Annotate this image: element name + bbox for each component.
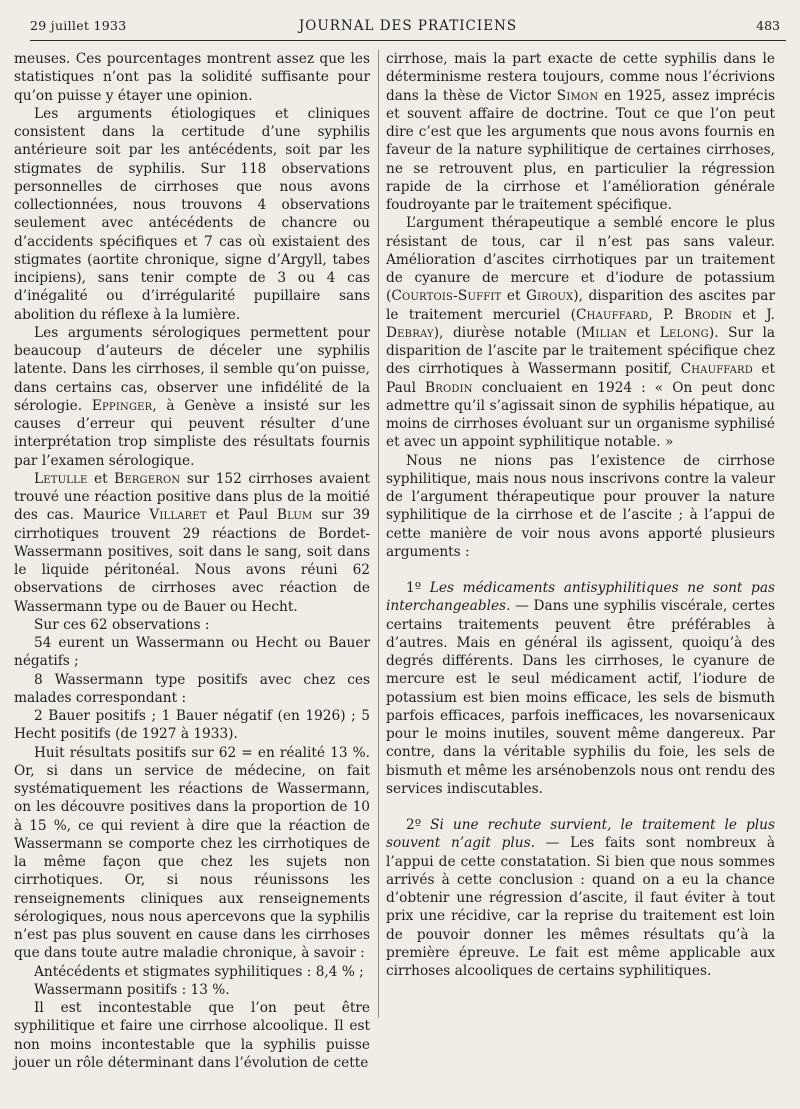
argument-heading: Si une rechute survient, le traitement le plus souvent n’agit plus. [386,817,775,852]
header-date: 29 juillet 1933 [30,18,127,33]
author-name: Milian [581,324,627,341]
author-name: Brodin [684,306,732,323]
paragraph: cirrhose, mais la part exacte de cette syphilis dans le déterminisme restera toujours, comme nous l’écrivions dans la thèse de Victor Simon en 1925, assez imprécis et souvent affaire de doctrine. Tout ce que l’on peut dire c’est que les arguments que nous avons fournis en faveur de la nature syphilitique de certaines cirrhoses, ne se retrouvent plus, en particulier la régression rapide de la cirrhose et l’amélioration générale foudroyante par le traitement spécifique. [386,51,775,213]
paragraph: Letulle et Bergeron sur 152 cirrhoses avaient trouvé une réaction positive dans plus de la moitié des cas. Maurice Villaret et Paul Blum sur 39 cirrhotiques trouvent 29 réactions de Bordet-Wassermann positives, soit dans le sang, soit dans le liquide péritonéal. Nous avons réuni 62 observations de cirrhoses avec réaction de Wassermann type ou de Bauer ou Hecht. [14,470,370,615]
author-name: Giroux [525,288,574,305]
paragraph: Huit résultats positifs sur 62 = en réalité 13 %. Or, si dans un service de médecine, on fait systématiquement les réactions de Wassermann, on les découvre positives dans la proportion de 10 à 15 %, ce qui revient à dire que la réaction de Wassermann se comporte chez les cirrhotiques de la même façon que chez les sujets non cirrhotiques. Or, si nous réunissons les renseignements cliniques aux renseignements sérologiques, nous nous apercevons que la syphilis n’est pas plus souvent en cause dans les cirrhoses que dans toute autre maladie chronique, à savoir : [14,744,370,962]
author-name: Villaret [149,507,207,524]
paragraph: L’argument thérapeutique a semblé encore le plus résistant de tous, car il n’est pas sans valeur. Amélioration d’ascites cirrhotiques par un traitement de cyanure de mercure et d’iodure de potassium (Courtois-Suffit et Giroux), disparition des ascites par le traitement mercuriel (Chauffard, P. Brodin et J. Debray), diurèse notable (Milian et Lelong). Sur la disparition de l’ascite par le traitement spécifique chez des cirrhotiques à Wassermann positif, Chauffard et Paul Brodin concluaient en 1924 : « On peut donc admettre qu’il s’agissait sinon de syphilis hépatique, au moins de cirrhoses évoluant sur un organisme syphilisé et avec un appoint syphilitique notable. » [386,215,776,451]
right-column [386,50,775,980]
numbered-argument: 2º Si une rechute survient, le traitement le plus souvent n’agit plus. — Les faits sont nombreux à l’appui de cette constatation. Si bien que nous sommes arrivés à cette conclusion : quand on a eu la chance d’obtenir une régression d’ascite, il faut éviter à tout prix une récidive, car la reprise du traitement est loin de pouvoir donner les mêmes résultats qu’à la première épreuve. Le fait est même applicable aux cirrhoses alcooliques de certains syphilitiques. [386,817,775,979]
author-name: Simon [556,87,599,104]
paragraph: Wassermann positifs : 13 %. [34,981,230,998]
paragraph: Nous ne nions pas l’existence de cirrhose syphilitique, mais nous nous inscrivons contre la valeur de l’argument thérapeutique pour prouver la nature syphilitique de la cirrhose et de l’ascite ; à l’appui de cette manière de voir nous avons apporté plusieurs arguments : [386,452,775,560]
author-name: Lelong [659,324,709,341]
journal-title: JOURNAL DES PRATICIENS [298,18,518,34]
paragraph: 54 eurent un Wassermann ou Hecht ou Bauer négatifs ; [14,635,370,670]
column-divider [378,50,379,1018]
author-name: Debray [386,324,434,341]
left-column [14,50,370,1072]
paragraph: Les arguments sérologiques permettent pour beaucoup d’auteurs de déceler une syphilis latente. Dans les cirrhoses, il semble qu’on puisse, dans certains cas, observer une infidélité de la sérologie. Eppinger, à Genève a insisté sur les causes d’erreur qui peuvent résulter d’une interprétation trop simpliste des résultats fournis par l’examen sérologique. [14,324,370,469]
argument-heading: Les médicaments antisyphilitiques ne sont pas interchangeables. [386,580,776,615]
author-name: Blum [276,507,313,524]
page-number: 483 [756,18,780,33]
author-name: Letulle [34,470,88,487]
paragraph: Les arguments étiologiques et cliniques consistent dans la certitude d’une syphilis antérieure soit par les antécédents, soit par les stigmates de syphilis. Sur 118 observations personnelles de cirrhoses que nous avons collectionnées, nous trouvons 4 observations seulement avec antécédents de chancre ou d’accidents spécifiques et 7 cas où existaient des stigmates (aortite chronique, signe d’Argyll, tabes incipiens), sans tenir compte de 3 ou 4 cas d’inégalité ou d’irrégularité pupillaire sans abolition du réflexe à la lumière. [14,105,370,323]
author-name: Chauffard [680,361,753,378]
paragraph: Sur ces 62 observations : [34,616,210,633]
author-name: Eppinger [91,397,153,414]
author-name: Chauffard [575,306,649,323]
paragraph: meuses. Ces pourcentages montrent assez que les statistiques n’ont pas la solidité suffisante pour qu’on puisse y étayer une opinion. [14,51,370,104]
author-name: Courtois-Suffit [391,288,502,305]
numbered-argument: 1º Les médicaments antisyphilitiques ne sont pas interchangeables. — Dans une syphilis viscérale, certes certains traitements peuvent être préférables à d’autres. Mais en général ils agissent, quoiqu’à des degrés différents. Dans les cirrhoses, le cyanure de mercure est le seul médicament actif, l’iodure de potassium est bien moins efficace, les sels de bismuth parfois efficaces, parfois inefficaces, les novarsenicaux pour le moins inutiles, souvent même dangereux. Par contre, dans la véritable syphilis du foie, les sels de bismuth et même les arsénobenzols nous ont rendu des services indiscutables. [386,580,776,797]
page-header [30,14,786,41]
author-name: Bergeron [114,470,181,487]
paragraph: Il est incontestable que l’on peut être syphilitique et faire une cirrhose alcoolique. Il est non moins incontestable que la syphilis puisse jouer un rôle déterminant dans l’évolution de cette [14,1000,370,1071]
paragraph: 8 Wassermann type positifs avec chez ces malades correspondant : [14,671,370,706]
paragraph: Antécédents et stigmates syphilitiques : 8,4 % ; [34,963,364,980]
paragraph: 2 Bauer positifs ; 1 Bauer négatif (en 1926) ; 5 Hecht positifs (de 1927 à 1933). [14,708,370,743]
author-name: Brodin [425,379,473,396]
